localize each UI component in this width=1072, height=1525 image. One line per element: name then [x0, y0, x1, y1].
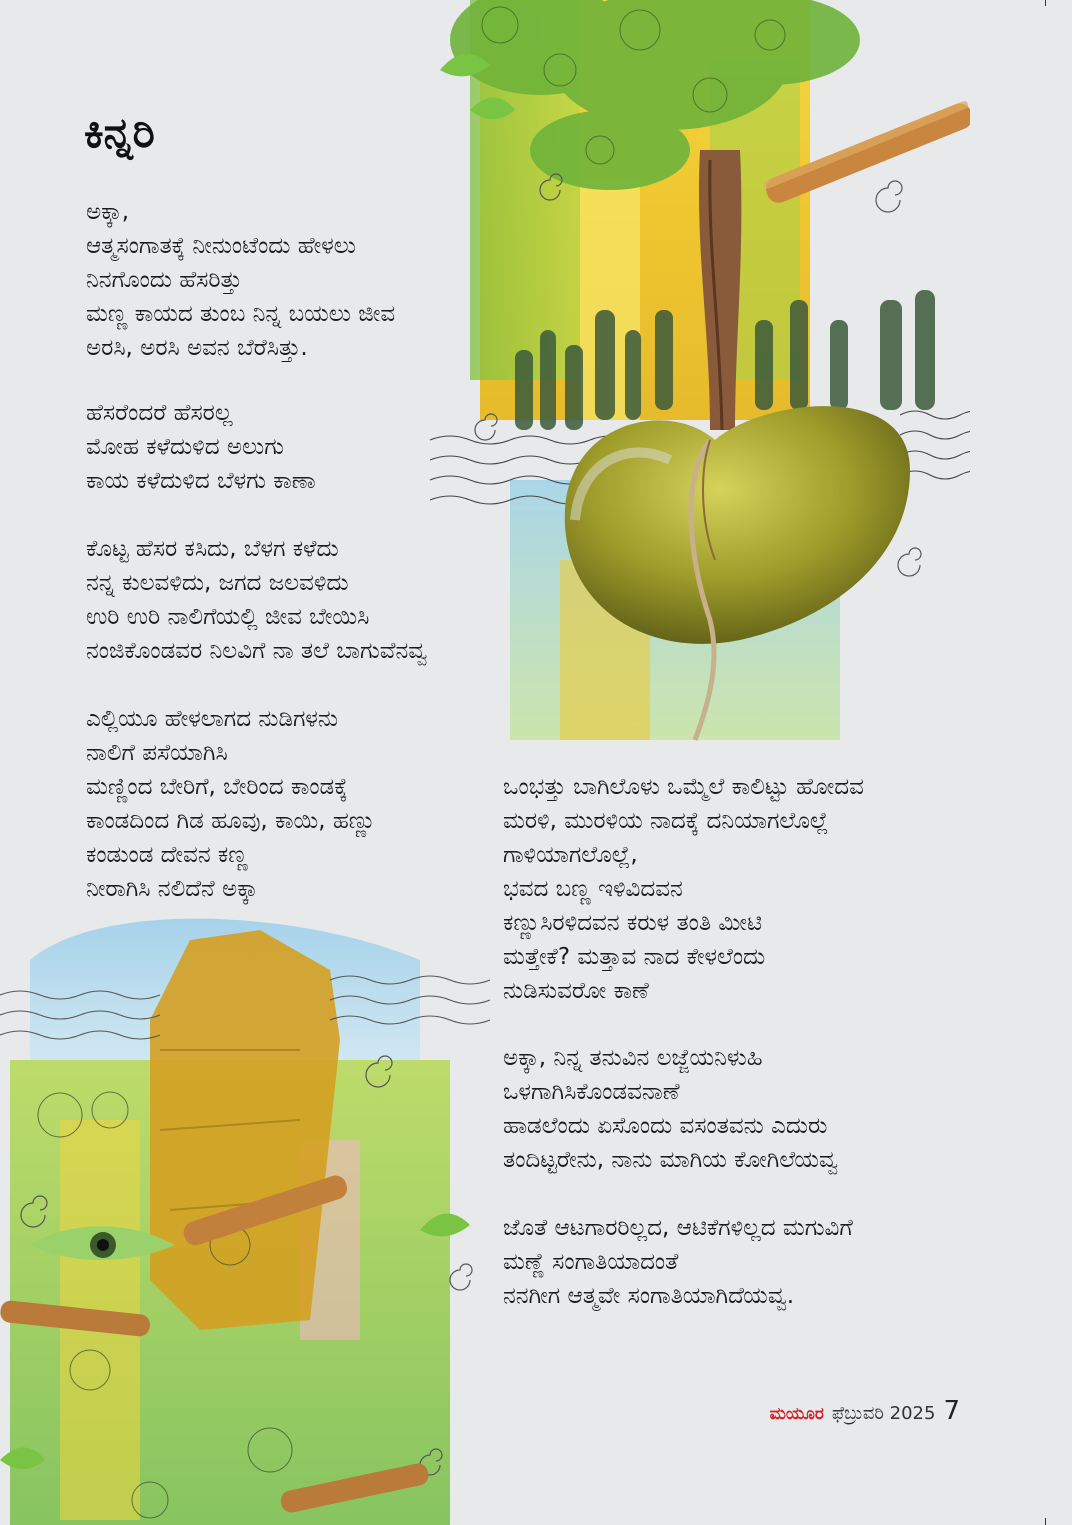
poem-line: ಮರಳಿ, ಮುರಳಿಯ ನಾದಕ್ಕೆ ದನಿಯಾಗಲೊಲ್ಲೆ	[503, 808, 829, 834]
poem-line: ಒಂಭತ್ತು ಬಾಗಿಲೊಳು ಒಮ್ಮೆಲೆ ಕಾಲಿಟ್ಟು ಹೋದವ	[503, 774, 864, 800]
poem-line: ನಿನಗೊಂದು ಹೆಸರಿತ್ತು	[86, 267, 242, 293]
crop-mark	[1045, 1518, 1046, 1525]
issue-date: ಫೆಬ್ರುವರಿ 2025	[831, 1403, 936, 1424]
poem-line: ಗಾಳಿಯಾಗಲೊಲ್ಲೆ,	[503, 842, 638, 868]
poem-line: ನೀರಾಗಿಸಿ ನಲಿದೆನೆ ಅಕ್ಕಾ	[86, 876, 258, 902]
poem-line: ಮಣ್ಣಿಂದ ಬೇರಿಗೆ, ಬೇರಿಂದ ಕಾಂಡಕ್ಕೆ	[86, 774, 348, 800]
left-stanza-1	[86, 195, 395, 365]
poem-line: ಹಾಡಲೆಂದು ಏಸೊಂದು ವಸಂತವನು ಎದುರು	[503, 1113, 828, 1139]
left-stanza-4	[86, 702, 376, 906]
flute-eye-illustration	[0, 900, 500, 1525]
poem-line: ನನಗೀಗ ಆತ್ಮವೇ ಸಂಗಾತಿಯಾಗಿದೆಯವ್ವ.	[503, 1283, 795, 1309]
poem-line: ಎಲ್ಲಿಯೂ ಹೇಳಲಾಗದ ನುಡಿಗಳನು	[86, 706, 339, 732]
poem-line: ಮತ್ತೇಕೆ? ಮತ್ತಾವ ನಾದ ಕೇಳಲೆಂದು	[503, 944, 766, 970]
poem-line: ಅರಸಿ, ಅರಸಿ ಅವನ ಬೆರೆಸಿತ್ತು.	[86, 335, 308, 361]
poem-line: ಹೆಸರೆಂದರೆ ಹೆಸರಲ್ಲ	[86, 400, 233, 426]
left-stanza-3	[86, 532, 427, 668]
poem-line: ಕೊಟ್ಟ ಹೆಸರ ಕಸಿದು, ಬೆಳಗ ಕಳೆದು	[86, 536, 339, 562]
right-stanza-2	[503, 1041, 838, 1177]
right-stanza-3	[503, 1211, 853, 1313]
poem-line: ಮಣ್ಣೆ ಸಂಗಾತಿಯಾದಂತೆ	[503, 1249, 679, 1275]
magazine-name: ಮಯೂರ	[769, 1404, 824, 1424]
poem-line: ತಂದಿಟ್ಟರೇನು, ನಾನು ಮಾಗಿಯ ಕೋಗಿಲೆಯವ್ವ	[503, 1147, 838, 1173]
poem-line: ನನ್ನ ಕುಲವಳಿದು, ಜಗದ ಜಲವಳಿದು	[86, 570, 349, 596]
poem-line: ಭವದ ಬಣ್ಣ ಇಳಿವಿದವನ	[503, 876, 683, 902]
poem-line: ಉರಿ ಉರಿ ನಾಲಿಗೆಯಲ್ಲಿ ಜೀವ ಬೇಯಿಸಿ	[86, 604, 370, 630]
poem-line: ಕಣ್ಣುಸಿರಳಿದವನ ಕರುಳ ತಂತಿ ಮೀಟಿ	[503, 910, 762, 936]
poem-line: ಮೋಹ ಕಳೆದುಳಿದ ಅಲುಗು	[86, 434, 285, 460]
poem-line: ಒಳಗಾಗಿಸಿಕೊಂಡವನಾಣೆ	[503, 1079, 680, 1105]
poem-line: ಅಕ್ಕಾ,	[86, 199, 130, 225]
poem-line: ಕಂಡುಂಡ ದೇವನ ಕಣ್ಣ	[86, 842, 248, 868]
poem-line: ನಾಲಿಗೆ ಪಸೆಯಾಗಿಸಿ	[86, 740, 228, 766]
poem-line: ಕಾಂಡದಿಂದ ಗಿಡ ಹೂವು, ಕಾಯಿ, ಹಣ್ಣು	[86, 808, 376, 834]
left-stanza-2	[86, 396, 316, 498]
poem-line: ಕಾಯ ಕಳೆದುಳಿದ ಬೆಳಗು ಕಾಣಾ	[86, 468, 316, 494]
poem-line: ಜೊತೆ ಆಟಗಾರರಿಲ್ಲದ, ಆಟಿಕೆಗಳಿಲ್ಲದ ಮಗುವಿಗೆ	[503, 1215, 853, 1241]
poem-title: ಕಿನ್ನರಿ	[84, 108, 155, 157]
page-footer	[770, 1396, 960, 1426]
right-stanza-1	[503, 770, 864, 1008]
page-number: 7	[943, 1396, 960, 1426]
poem-line: ಮಣ್ಣ ಕಾಯದ ತುಂಬ ನಿನ್ನ ಬಯಲು ಜೀವ	[86, 301, 396, 327]
poem-line: ಅಕ್ಕಾ, ನಿನ್ನ ತನುವಿನ ಲಜ್ಜೆಯನಿಳುಹಿ	[503, 1045, 763, 1071]
tree-seed-illustration	[410, 0, 970, 760]
poem-line: ನಂಜಿಕೊಂಡವರ ನಿಲವಿಗೆ ನಾ ತಲೆ ಬಾಗುವೆನವ್ವ	[86, 638, 428, 664]
poem-line: ನುಡಿಸುವರೋ ಕಾಣೆ	[503, 978, 649, 1004]
crop-mark	[1045, 0, 1046, 6]
poem-line: ಆತ್ಮಸಂಗಾತಕ್ಕೆ ನೀನುಂಟೆಂದು ಹೇಳಲು	[86, 233, 356, 259]
